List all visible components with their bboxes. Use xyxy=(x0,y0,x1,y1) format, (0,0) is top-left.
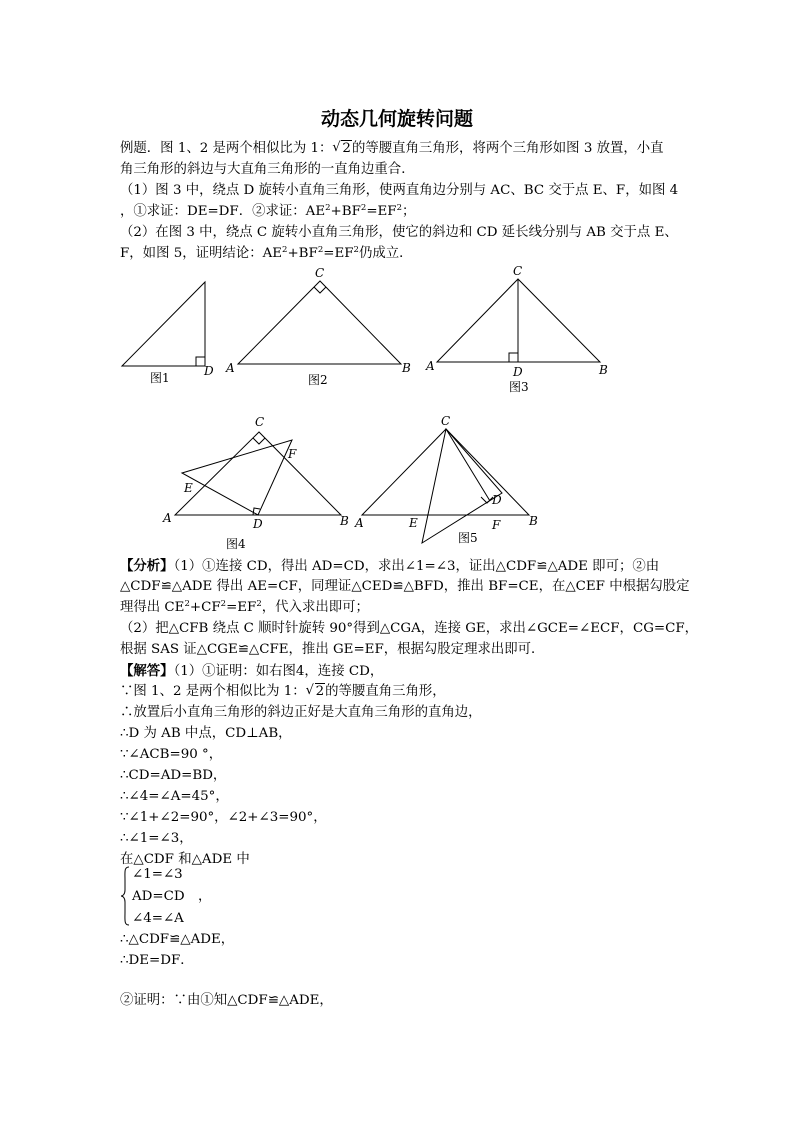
fig1-triangle xyxy=(122,282,205,366)
fig4-label-d: D xyxy=(253,517,263,531)
question-1-line-1: （1）图 3 中，绕点 D 旋转小直角三角形，使两直角边分别与 AC、BC 交于点 E、F，如图 4 xyxy=(120,183,679,198)
solution-line-10: 在△CDF 和△ADE 中 xyxy=(120,852,250,867)
fig3-label-b: B xyxy=(599,363,608,377)
fig5-label-f: F xyxy=(492,518,501,532)
fig1-label-d: D xyxy=(204,364,214,378)
question-1-line-2: ，①求证：DE=DF．②求证：$AE^2+BF^2=EF^2$； xyxy=(120,203,416,219)
fig5-label-d: D xyxy=(492,493,502,507)
fig5-label-a: A xyxy=(355,516,364,530)
fig4-caption: 图4 xyxy=(226,537,246,551)
fig4-label-a: A xyxy=(163,511,172,525)
question-2-line-1: （2）在图 3 中，绕点 C 旋转小直角三角形，使它的斜边和 CD 延长线分别与 AB 交于点 E、 xyxy=(120,225,678,240)
solution-line-3: ∴放置后小直角三角形的斜边正好是大直角三角形的直角边， xyxy=(120,705,482,720)
fig4-label-f: F xyxy=(288,447,297,461)
system-eq-3: ∠4=∠A xyxy=(132,911,184,926)
analysis-line-1: 【分析】（1）①连接 CD，得出 AD=CD，求出∠1=∠3，证出△CDF≌△ADE 即可；②由 xyxy=(120,558,660,574)
fig5-label-c: C xyxy=(441,414,451,428)
figures-svg xyxy=(0,0,794,560)
analysis-line-2: △CDF≌△ADE 得出 AE=CF，同理证△CED≌△BFD，推出 BF=CE，在△CEF 中根据勾股定 xyxy=(120,579,690,594)
solution-line-6: ∴CD=AD=BD， xyxy=(120,768,227,783)
solution-line-11: ∴△CDF≌△ADE， xyxy=(120,932,235,947)
solution-line-2: ∵图 1、2 是两个相似比为 1： √ 2的等腰直角三角形， xyxy=(120,682,446,702)
page-title: 动态几何旋转问题 xyxy=(320,108,473,130)
fig4-label-c: C xyxy=(255,415,265,429)
intro-text: 例题．图 1、2 是两个相似比为 1： xyxy=(120,141,333,156)
fig2-triangle xyxy=(238,281,401,364)
fig3-caption: 图3 xyxy=(509,380,529,394)
fig2-caption: 图2 xyxy=(308,373,328,387)
fig1-caption: 图1 xyxy=(150,371,170,385)
fig5-segment-cd xyxy=(446,429,490,501)
fig5-big-triangle xyxy=(362,429,529,515)
intro-text: 的等腰直角三角形，将两个三角形如图 3 放置，小直 xyxy=(351,141,664,156)
fig2-label-c: C xyxy=(315,266,325,280)
solution-line-8: ∵∠1+∠2=90°，∠2+∠3=90°， xyxy=(120,810,327,825)
fig4-label-b: B xyxy=(340,514,349,528)
intro-line-2: 角三角形的斜边与大直角三角形的一直角边重合． xyxy=(120,162,415,177)
fig4-label-e: E xyxy=(184,481,193,495)
analysis-line-5: 根据 SAS 证△CGE≌△CFE，推出 GE=EF，根据勾股定理求出即可． xyxy=(120,642,545,657)
solution-line-12: ∴DE=DF． xyxy=(120,953,194,968)
fig2-label-a: A xyxy=(226,361,235,375)
solution-line-9: ∴∠1=∠3， xyxy=(120,831,193,846)
fig5-label-e: E xyxy=(409,516,418,530)
fig3-label-a: A xyxy=(426,359,435,373)
analysis-line-4: （2）把△CFB 绕点 C 顺时针旋转 90°得到△CGA，连接 GE，求出∠GCE=∠ECF，CG=CF， xyxy=(120,621,699,636)
sqrt-symbol: √ 2 xyxy=(305,683,325,699)
analysis-line-3: 理得出 $CE^2+CF^2=EF^2$，代入求出即可； xyxy=(120,599,369,615)
sqrt-symbol: √ 2 xyxy=(332,140,351,156)
system-eq-2: AD=CD ， xyxy=(132,889,212,904)
fig2-right-angle-mark xyxy=(314,287,326,293)
solution-line-7: ∴∠4=∠A=45°， xyxy=(120,789,229,804)
solution-line-5: ∵∠ACB=90 °， xyxy=(120,747,223,762)
fig5-caption: 图5 xyxy=(458,531,478,545)
system-eq-1: ∠1=∠3 xyxy=(132,867,183,882)
solution-label: 【解答】 xyxy=(120,663,174,679)
solution-line-1: 【解答】（1）①证明：如右图4，连接 CD， xyxy=(120,663,384,679)
fig3-label-d: D xyxy=(513,365,523,379)
system-brace xyxy=(120,866,130,926)
fig3-right-angle-mark xyxy=(509,353,518,362)
analysis-label: 【分析】 xyxy=(120,558,174,574)
fig5-label-b: B xyxy=(529,514,538,528)
question-2-line-2: F，如图 5，证明结论：$AE^2+BF^2=EF^2$仍成立． xyxy=(120,245,413,261)
fig2-label-b: B xyxy=(402,361,411,375)
solution-line-13: ②证明：∵由①知△CDF≌△ADE， xyxy=(120,993,333,1008)
solution-line-4: ∴D 为 AB 中点，CD⊥AB， xyxy=(120,726,292,741)
fig3-label-c: C xyxy=(513,264,523,278)
fig4-small-triangle xyxy=(182,440,292,515)
